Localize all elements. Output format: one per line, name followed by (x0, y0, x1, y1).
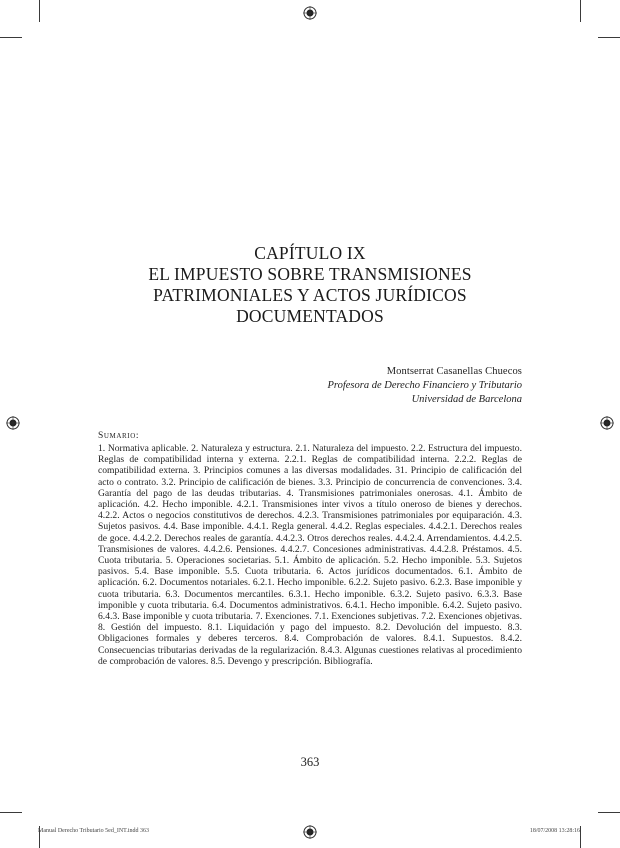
crop-mark-bottom-right-h (598, 812, 620, 813)
slug-file-info: Manual Derecho Tributario 5ed_INT.indd 363 (38, 828, 150, 834)
registration-mark-left-icon (6, 416, 20, 430)
chapter-label: CAPÍTULO IX (254, 243, 366, 263)
crop-mark-top-right-h (598, 37, 620, 38)
author-position: Profesora de Derecho Financiero y Tributario (327, 380, 522, 391)
page-number: 363 (300, 755, 320, 769)
crop-mark-top-left-h (0, 37, 22, 38)
registration-mark-top-icon (303, 6, 317, 20)
author-name: Montserrat Casanellas Chuecos (386, 366, 522, 377)
author-block (327, 365, 522, 407)
crop-mark-top-right (580, 0, 581, 22)
registration-mark-right-icon (600, 416, 614, 430)
slug-timestamp: 18/07/2008 13:28:16 (529, 828, 580, 834)
registration-mark-bottom-icon (303, 825, 317, 839)
chapter-title-block (80, 243, 540, 327)
crop-mark-top-left (39, 0, 40, 22)
author-institution: Universidad de Barcelona (411, 394, 522, 405)
summary-label: Sumario: (98, 431, 140, 441)
summary-text: 1. Normativa aplicable. 2. Naturaleza y estructura. 2.1. Naturaleza del impuesto. 2.2. Estructura del impuesto. Reglas de compatibilidad interna y externa. 2.2.1. Reglas de compatibilidad interna. 2.2.2. Reglas de compatibilidad externa. 3. Principios comunes a las diversas modalidades. 31. Principio de calificación del acto o contrato. 3.2. Principio de calificación de bienes. 3.3. Principio de concurrencia de convenciones. 3.4. Garantía del pago de las deudas tributarias. 4. Transmisiones patrimoniales onerosas. 4.1. Ámbito de aplicación. 4.2. Hecho imponible. 4.2.1. Transmisiones inter vivos a título oneroso de bienes y derechos. 4.2.2. Actos o negocios constitutivos de derechos. 4.2.3. Transmisiones patrimoniales por equiparación. 4.3. Sujetos pasivos. 4.4. Base imponible. 4.4.1. Regla general. 4.4.2. Reglas especiales. 4.4.2.1. Derechos reales de goce. 4.4.2.2. Derechos reales de garantía. 4.4.2.3. Otros derechos reales. 4.4.2.4. Arrendamientos. 4.4.2.5. Transmisiones de valores. 4.4.2.6. Pensiones. 4.4.2.7. Concesiones administrativas. 4.4.2.8. Préstamos. 4.5. Cuota tributaria. 5. Operaciones societarias. 5.1. Ámbito de aplicación. 5.2. Hecho imponible. 5.3. Sujetos pasivos. 5.4. Base imponible. 5.5. Cuota tributaria. 6. Actos jurídicos documentados. 6.1. Ámbito de aplicación. 6.2. Documentos notariales. 6.2.1. Hecho imponible. 6.2.2. Sujeto pasivo. 6.2.3. Base imponible y cuota tributaria. 6.3. Documentos mercantiles. 6.3.1. Hecho imponible. 6.3.2. Sujeto pasivo. 6.3.3. Base imponible y cuota tributaria. 6.4. Documentos administrativos. 6.4.1. Hecho imponible. 6.4.2. Sujeto pasivo. 6.4.3. Base imponible y cuota tributaria. 7. Exenciones. 7.1. Exenciones subjetivas. 7.2. Exenciones objetivas. 8. Gestión del impuesto. 8.1. Liquidación y pago del impuesto. 8.2. Devolución del impuesto. 8.3. Obligaciones formales y deberes terceros. 8.4. Comprobación de valores. 8.4.1. Supuestos. 8.4.2. Consecuencias tributarias derivadas de la regularización. 8.4.3. Algunas cuestiones relativas al procedimiento de comprobación de valores. 8.5. Devengo y prescripción. Bibliografía. (98, 443, 522, 667)
crop-mark-bottom-left-h (0, 812, 22, 813)
chapter-title-line-1: EL IMPUESTO SOBRE TRANSMISIONES (148, 264, 472, 284)
chapter-title-line-2: PATRIMONIALES Y ACTOS JURÍDICOS (153, 285, 467, 305)
crop-mark-bottom-right (580, 826, 581, 848)
chapter-title-line-3: DOCUMENTADOS (236, 306, 384, 326)
